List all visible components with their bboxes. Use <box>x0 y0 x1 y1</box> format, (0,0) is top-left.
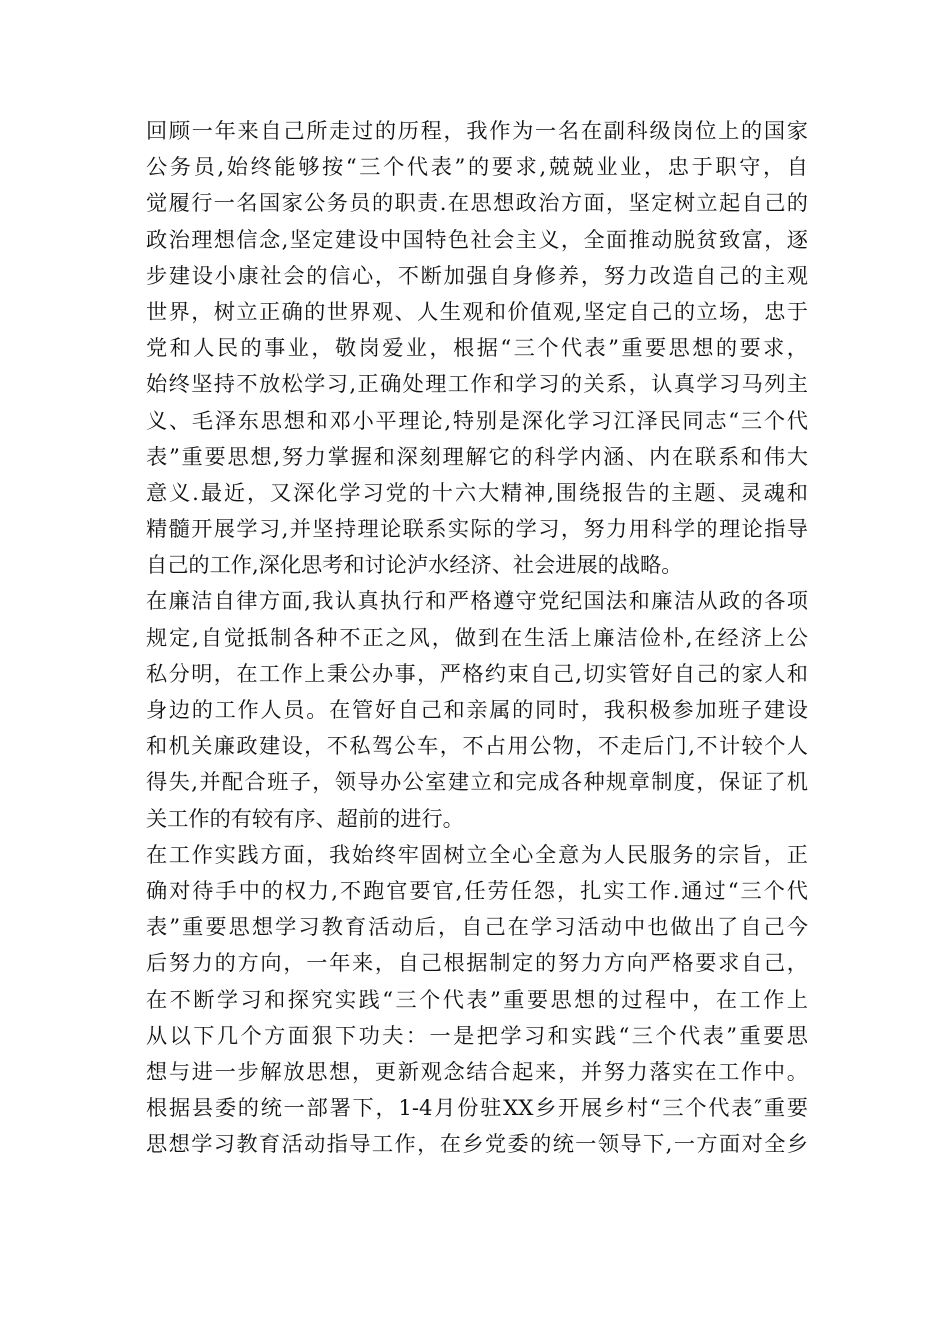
text-line: 身边的工作人员。在管好自己和亲属的同时，我积极参加班子建设 <box>146 697 808 722</box>
text-line: 回顾一年来自己所走过的历程，我作为一名在副科级岗位上的国家 <box>146 118 808 143</box>
document-body <box>146 113 808 1162</box>
text-line: 世界，树立正确的世界观、人生观和价值观,坚定自己的立场，忠于 <box>146 298 808 324</box>
text-line: 根据县委的统一部署下，1-4月份驻XX乡开展乡村“三个代表″重要 <box>146 1095 808 1121</box>
text-line: 表”重要思想,努力掌握和深刻理解它的科学内涵、内在联系和伟大 <box>146 443 808 469</box>
text-line: 在廉洁自律方面,我认真执行和严格遵守党纪国法和廉洁从政的各项 <box>146 588 808 614</box>
text-line: 后努力的方向，一年来，自己根据制定的努力方向严格要求自己， <box>146 950 808 976</box>
text-line: 觉履行一名国家公务员的职责.在思想政治方面，坚定树立起自己的 <box>146 190 808 216</box>
text-line: 思想学习教育活动指导工作，在乡党委的统一领导下,一方面对全乡 <box>146 1131 808 1157</box>
text-line: 确对待手中的权力,不跑官要官,任劳任怨，扎实工作.通过“三个代 <box>146 877 808 903</box>
text-line: 意义.最近，又深化学习党的十六大精神,围绕报告的主题、灵魂和 <box>146 479 808 505</box>
text-line: 得失,并配合班子，领导办公室建立和完成各种规章制度，保证了机 <box>146 769 808 795</box>
text-line: 在不断学习和探究实践“三个代表”重要思想的过程中，在工作上 <box>146 986 808 1012</box>
text-line: 私分明，在工作上秉公办事，严格约束自己,切实管好自己的家人和 <box>146 660 808 686</box>
text-line: 义、毛泽东思想和邓小平理论,特别是深化学习江泽民同志“三个代 <box>146 407 808 433</box>
text-line: 自己的工作,深化思考和讨论泸水经济、社会进展的战略。 <box>146 552 683 578</box>
text-line: 精髓开展学习,并坚持理论联系实际的学习，努力用科学的理论指导 <box>146 516 808 542</box>
text-line: 步建设小康社会的信心，不断加强自身修养，努力改造自己的主观 <box>146 262 808 288</box>
text-line: 在工作实践方面，我始终牢固树立全心全意为人民服务的宗旨，正 <box>146 841 808 867</box>
text-line: 想与进一步解放思想，更新观念结合起来，并努力落实在工作中。 <box>146 1058 808 1084</box>
text-line: 规定,自觉抵制各种不正之风，做到在生活上廉洁俭朴,在经济上公 <box>146 624 808 650</box>
text-line: 从以下几个方面狠下功夫：一是把学习和实践“三个代表”重要思 <box>146 1022 808 1048</box>
text-line: 表”重要思想学习教育活动后，自己在学习活动中也做出了自己今 <box>146 914 808 940</box>
text-line: 公务员,始终能够按“三个代表”的要求,兢兢业业，忠于职守，自 <box>146 154 808 180</box>
text-line: 政治理想信念,坚定建设中国特色社会主义，全面推动脱贫致富，逐 <box>146 226 808 252</box>
text-line: 党和人民的事业，敬岗爱业，根据“三个代表”重要思想的要求， <box>146 335 808 361</box>
text-line: 始终坚持不放松学习,正确处理工作和学习的关系，认真学习马列主 <box>146 371 808 397</box>
text-line: 和机关廉政建设，不私驾公车，不占用公物，不走后门,不计较个人 <box>146 733 808 759</box>
text-line: 关工作的有较有序、超前的进行。 <box>146 805 464 831</box>
